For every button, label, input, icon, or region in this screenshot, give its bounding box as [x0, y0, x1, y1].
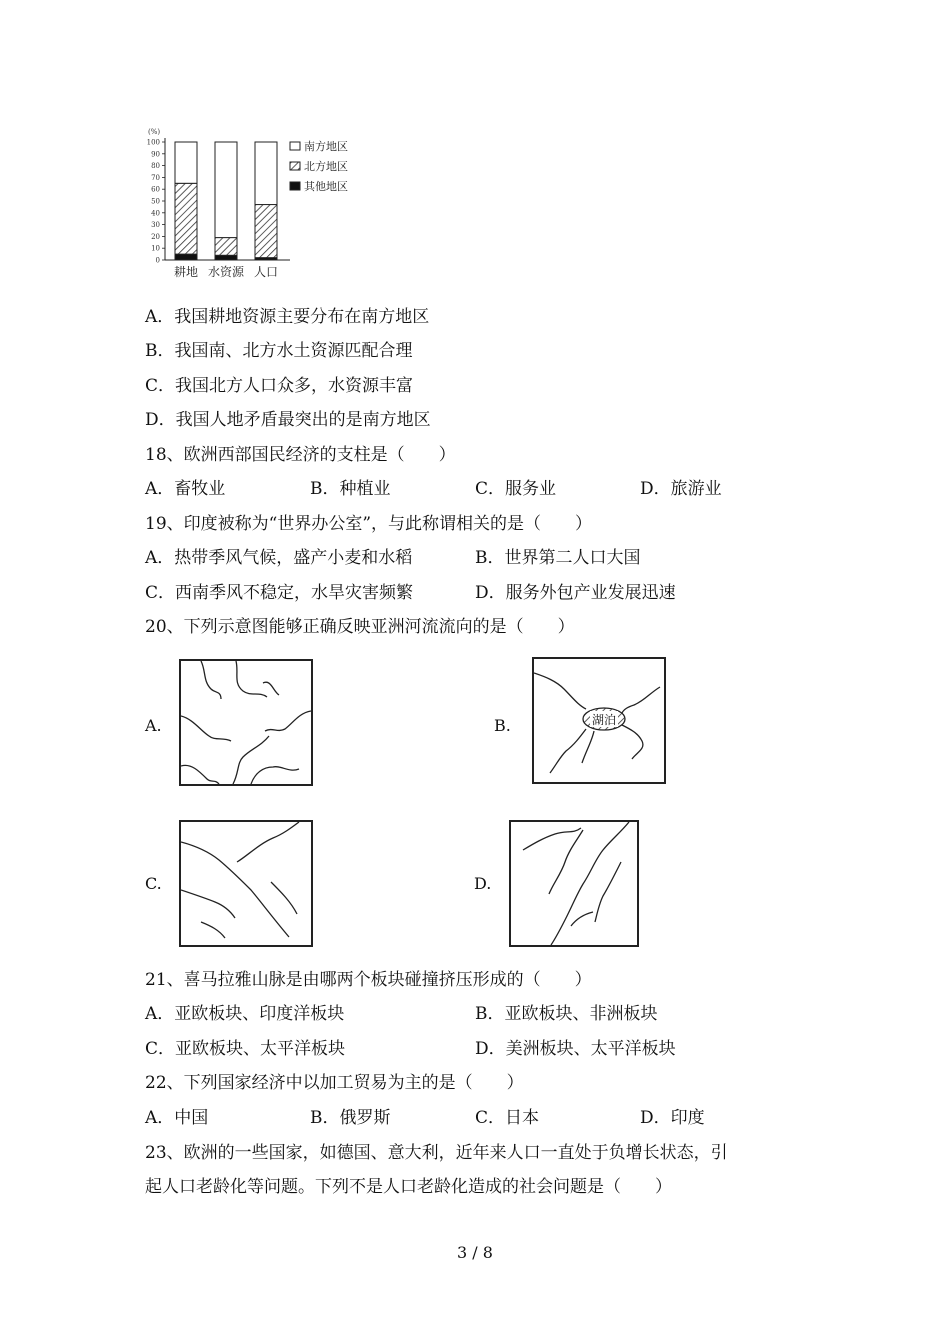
- legend-label: 其他地区: [304, 180, 348, 193]
- q19-option-b[interactable]: B．世界第二人口大国: [475, 548, 641, 568]
- page-number: 3 / 8: [457, 1243, 493, 1262]
- legend-swatch: [290, 182, 300, 190]
- q19-stem: 19、印度被称为“世界办公室”，与此称谓相关的是（ ）: [145, 514, 593, 534]
- q17-option-b[interactable]: B．我国南、北方水土资源匹配合理: [145, 341, 413, 361]
- q20-label-d[interactable]: D.: [474, 874, 492, 893]
- x-tick-label: 人口: [253, 265, 279, 279]
- q21-option-c[interactable]: C．亚欧板块、太平洋板块: [145, 1039, 346, 1059]
- lake-label: 湖泊: [591, 713, 617, 727]
- river-map-c[interactable]: [179, 820, 313, 947]
- bar-segment: [255, 142, 277, 205]
- q20-label-b[interactable]: B.: [494, 716, 511, 735]
- q18-option-d[interactable]: D．旅游业: [640, 479, 722, 499]
- y-tick-label: 50: [151, 197, 160, 206]
- y-tick-label: 10: [151, 244, 160, 253]
- q23-stem-line1: 23、欧洲的一些国家，如德国、意大利，近年来人口一直处于负增长状态，引: [145, 1143, 728, 1163]
- q22-stem: 22、下列国家经济中以加工贸易为主的是（ ）: [145, 1073, 524, 1093]
- q20-stem: 20、下列示意图能够正确反映亚洲河流流向的是（ ）: [145, 617, 575, 637]
- q22-option-d[interactable]: D．印度: [640, 1108, 705, 1128]
- bar-segment: [175, 142, 197, 183]
- y-tick-label: 60: [151, 185, 160, 194]
- q20-label-c[interactable]: C.: [145, 874, 162, 893]
- q18-stem: 18、欧洲西部国民经济的支柱是（ ）: [145, 445, 456, 465]
- q17-option-a[interactable]: A．我国耕地资源主要分布在南方地区: [145, 307, 430, 327]
- q22-option-b[interactable]: B．俄罗斯: [310, 1108, 391, 1128]
- legend-swatch: [290, 162, 300, 170]
- q21-option-b[interactable]: B．亚欧板块、非洲板块: [475, 1004, 658, 1024]
- bar-segment: [175, 254, 197, 260]
- river-lines-c: [181, 822, 311, 945]
- y-axis-label: (%): [148, 128, 161, 136]
- bar-segment: [215, 255, 237, 260]
- bar-segment: [215, 238, 237, 256]
- x-tick-label: 水资源: [207, 265, 245, 279]
- river-map-b[interactable]: [532, 657, 666, 784]
- q21-option-d[interactable]: D．美洲板块、太平洋板块: [475, 1039, 676, 1059]
- y-tick-label: 90: [151, 150, 160, 159]
- q17-option-d[interactable]: D．我国人地矛盾最突出的是南方地区: [145, 410, 431, 430]
- y-tick-label: 40: [151, 209, 160, 218]
- q19-option-a[interactable]: A．热带季风气候，盛产小麦和水稻: [145, 548, 413, 568]
- legend-label: 南方地区: [304, 140, 348, 153]
- river-map-d[interactable]: [509, 820, 639, 947]
- q20-label-a[interactable]: A.: [145, 716, 162, 735]
- legend-swatch: [290, 142, 300, 150]
- river-map-a[interactable]: [179, 659, 313, 786]
- q21-stem: 21、喜马拉雅山脉是由哪两个板块碰撞挤压形成的（ ）: [145, 970, 592, 990]
- y-tick-label: 20: [151, 232, 160, 241]
- river-lines-a: [181, 661, 311, 784]
- q21-option-a[interactable]: A．亚欧板块、印度洋板块: [145, 1004, 345, 1024]
- q22-option-c[interactable]: C．日本: [475, 1108, 540, 1128]
- q18-option-b[interactable]: B．种植业: [310, 479, 391, 499]
- x-tick-label: 耕地: [173, 265, 199, 279]
- river-lines-b: [534, 659, 664, 782]
- q19-option-c[interactable]: C．西南季风不稳定，水旱灾害频繁: [145, 583, 414, 603]
- q19-option-d[interactable]: D．服务外包产业发展迅速: [475, 583, 676, 603]
- y-tick-label: 30: [151, 221, 160, 230]
- legend-label: 北方地区: [304, 160, 348, 173]
- q22-option-a[interactable]: A．中国: [145, 1108, 209, 1128]
- y-tick-label: 0: [155, 256, 160, 265]
- bar-segment: [175, 183, 197, 254]
- y-tick-label: 70: [151, 173, 160, 182]
- y-tick-label: 80: [151, 162, 160, 171]
- q23-stem-line2: 起人口老龄化等问题。下列不是人口老龄化造成的社会问题是（ ）: [145, 1177, 672, 1197]
- bar-segment: [255, 205, 277, 258]
- resource-distribution-chart: [140, 122, 400, 282]
- q18-option-a[interactable]: A．畜牧业: [145, 479, 226, 499]
- river-lines-d: [511, 822, 637, 945]
- q18-option-c[interactable]: C．服务业: [475, 479, 557, 499]
- y-tick-label: 100: [146, 138, 160, 147]
- q17-option-c[interactable]: C．我国北方人口众多，水资源丰富: [145, 376, 414, 396]
- bar-segment: [215, 142, 237, 238]
